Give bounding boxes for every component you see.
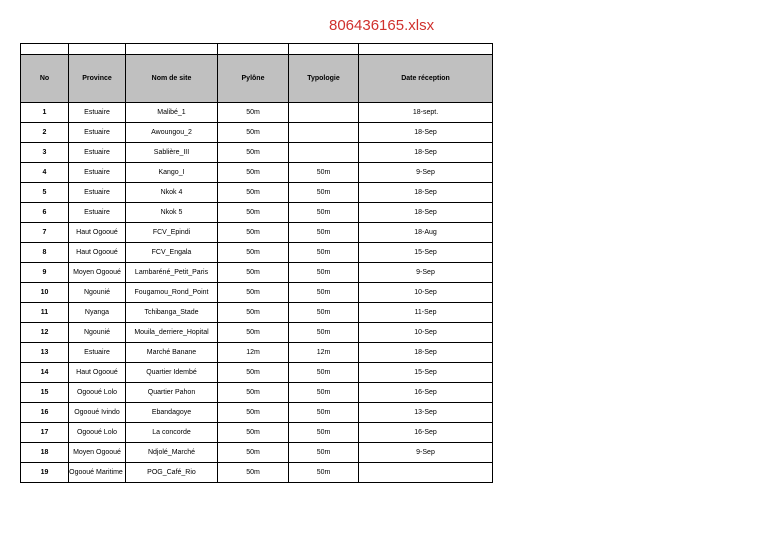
cell-pylone: 50m bbox=[218, 243, 289, 263]
cell-date: 15-Sep bbox=[359, 363, 493, 383]
cell-no: 12 bbox=[21, 323, 69, 343]
cell-no: 18 bbox=[21, 443, 69, 463]
cell-province: Nyanga bbox=[69, 303, 126, 323]
cell-typologie: 50m bbox=[289, 283, 359, 303]
cell-date: 15-Sep bbox=[359, 243, 493, 263]
cell-pylone: 50m bbox=[218, 263, 289, 283]
cell-province: Moyen Ogooué bbox=[69, 263, 126, 283]
cell-site: FCV_Epindi bbox=[126, 223, 218, 243]
cell-pylone: 12m bbox=[218, 343, 289, 363]
cell-site: Ndjolé_Marché bbox=[126, 443, 218, 463]
cell-no: 17 bbox=[21, 423, 69, 443]
cell-typologie: 50m bbox=[289, 163, 359, 183]
cell-no: 13 bbox=[21, 343, 69, 363]
cell-typologie bbox=[289, 103, 359, 123]
cell-typologie bbox=[289, 123, 359, 143]
table-row bbox=[21, 223, 493, 243]
cell-typologie: 50m bbox=[289, 303, 359, 323]
cell-typologie: 50m bbox=[289, 363, 359, 383]
cell-no: 10 bbox=[21, 283, 69, 303]
cell-typologie: 12m bbox=[289, 343, 359, 363]
column-header-no: No bbox=[21, 55, 69, 103]
cell-province: Estuaire bbox=[69, 163, 126, 183]
table-row bbox=[21, 143, 493, 163]
cell-site: Mouila_derriere_Hopital bbox=[126, 323, 218, 343]
cell-date: 11-Sep bbox=[359, 303, 493, 323]
cell-province: Estuaire bbox=[69, 343, 126, 363]
column-header-province: Province bbox=[69, 55, 126, 103]
cell-province: Haut Ogooué bbox=[69, 243, 126, 263]
cell-pylone: 50m bbox=[218, 203, 289, 223]
column-header-site: Nom de site bbox=[126, 55, 218, 103]
cell-no: 5 bbox=[21, 183, 69, 203]
cell-site: Malibé_1 bbox=[126, 103, 218, 123]
cell-pylone: 50m bbox=[218, 103, 289, 123]
cell-no: 14 bbox=[21, 363, 69, 383]
table-row bbox=[21, 243, 493, 263]
cell-pylone: 50m bbox=[218, 283, 289, 303]
cell-date: 18-Sep bbox=[359, 123, 493, 143]
cell-province: Haut Ogooué bbox=[69, 223, 126, 243]
cell-no: 2 bbox=[21, 123, 69, 143]
cell-site: Awoungou_2 bbox=[126, 123, 218, 143]
cell-date: 10-Sep bbox=[359, 283, 493, 303]
cell-date: 16-Sep bbox=[359, 383, 493, 403]
cell-no: 4 bbox=[21, 163, 69, 183]
table-row bbox=[21, 163, 493, 183]
cell-site: Quartier Idembé bbox=[126, 363, 218, 383]
table-row bbox=[21, 363, 493, 383]
cell-province: Ogooué Lolo bbox=[69, 423, 126, 443]
cell-province: Haut Ogooué bbox=[69, 363, 126, 383]
cell-province: Ogooué Maritime bbox=[69, 463, 126, 483]
column-header-date: Date réception bbox=[359, 55, 493, 103]
cell-province: Estuaire bbox=[69, 143, 126, 163]
cell-typologie: 50m bbox=[289, 443, 359, 463]
cell-site: Nkok 5 bbox=[126, 203, 218, 223]
table-row bbox=[21, 343, 493, 363]
table-row bbox=[21, 283, 493, 303]
cell-province: Ngounié bbox=[69, 283, 126, 303]
cell-site: Kango_I bbox=[126, 163, 218, 183]
table-row bbox=[21, 383, 493, 403]
cell-date: 18-sept. bbox=[359, 103, 493, 123]
cell-no: 15 bbox=[21, 383, 69, 403]
cell-site: Marché Banane bbox=[126, 343, 218, 363]
column-header-typologie: Typologie bbox=[289, 55, 359, 103]
cell-date: 18-Sep bbox=[359, 203, 493, 223]
table-row bbox=[21, 183, 493, 203]
cell-site: Ebandagoye bbox=[126, 403, 218, 423]
cell-no: 3 bbox=[21, 143, 69, 163]
table-row bbox=[21, 323, 493, 343]
cell-typologie: 50m bbox=[289, 203, 359, 223]
cell-pylone: 50m bbox=[218, 183, 289, 203]
cell-province: Estuaire bbox=[69, 183, 126, 203]
cell-date: 18-Sep bbox=[359, 183, 493, 203]
cell-pylone: 50m bbox=[218, 443, 289, 463]
cell-site: POG_Café_Rio bbox=[126, 463, 218, 483]
cell-date: 10-Sep bbox=[359, 323, 493, 343]
cell-typologie: 50m bbox=[289, 223, 359, 243]
table-row bbox=[21, 263, 493, 283]
cell-date: 9-Sep bbox=[359, 263, 493, 283]
cell-site: Sablière_III bbox=[126, 143, 218, 163]
cell-province: Estuaire bbox=[69, 203, 126, 223]
cell-no: 8 bbox=[21, 243, 69, 263]
cell-typologie: 50m bbox=[289, 263, 359, 283]
cell-pylone: 50m bbox=[218, 143, 289, 163]
table-row bbox=[21, 443, 493, 463]
cell-typologie: 50m bbox=[289, 403, 359, 423]
cell-site: Nkok 4 bbox=[126, 183, 218, 203]
header-row bbox=[21, 55, 493, 103]
empty-cell bbox=[21, 44, 69, 55]
cell-pylone: 50m bbox=[218, 363, 289, 383]
empty-cell bbox=[289, 44, 359, 55]
column-header-pylone: Pylône bbox=[218, 55, 289, 103]
cell-province: Estuaire bbox=[69, 123, 126, 143]
cell-no: 16 bbox=[21, 403, 69, 423]
cell-date: 9-Sep bbox=[359, 443, 493, 463]
cell-pylone: 50m bbox=[218, 163, 289, 183]
cell-pylone: 50m bbox=[218, 383, 289, 403]
cell-province: Ogooué Ivindo bbox=[69, 403, 126, 423]
cell-province: Moyen Ogooué bbox=[69, 443, 126, 463]
cell-no: 9 bbox=[21, 263, 69, 283]
file-title: 806436165.xlsx bbox=[329, 17, 435, 34]
cell-no: 11 bbox=[21, 303, 69, 323]
empty-cell bbox=[69, 44, 126, 55]
cell-date: 9-Sep bbox=[359, 163, 493, 183]
cell-date: 13-Sep bbox=[359, 403, 493, 423]
cell-typologie: 50m bbox=[289, 463, 359, 483]
cell-typologie: 50m bbox=[289, 183, 359, 203]
table-row bbox=[21, 203, 493, 223]
cell-no: 1 bbox=[21, 103, 69, 123]
cell-pylone: 50m bbox=[218, 463, 289, 483]
site-table bbox=[20, 43, 493, 483]
cell-pylone: 50m bbox=[218, 123, 289, 143]
cell-pylone: 50m bbox=[218, 423, 289, 443]
cell-typologie: 50m bbox=[289, 383, 359, 403]
cell-date bbox=[359, 463, 493, 483]
cell-typologie: 50m bbox=[289, 323, 359, 343]
cell-province: Ngounié bbox=[69, 323, 126, 343]
cell-site: Tchibanga_Stade bbox=[126, 303, 218, 323]
table-row bbox=[21, 103, 493, 123]
table-row bbox=[21, 123, 493, 143]
table-row bbox=[21, 423, 493, 443]
cell-date: 18-Sep bbox=[359, 143, 493, 163]
cell-typologie: 50m bbox=[289, 243, 359, 263]
table-row bbox=[21, 403, 493, 423]
cell-pylone: 50m bbox=[218, 323, 289, 343]
table-row bbox=[21, 463, 493, 483]
cell-typologie: 50m bbox=[289, 423, 359, 443]
cell-site: Lambaréné_Petit_Paris bbox=[126, 263, 218, 283]
cell-site: FCV_Engala bbox=[126, 243, 218, 263]
cell-no: 6 bbox=[21, 203, 69, 223]
spacer-row bbox=[21, 44, 493, 55]
empty-cell bbox=[126, 44, 218, 55]
cell-date: 16-Sep bbox=[359, 423, 493, 443]
cell-site: La concorde bbox=[126, 423, 218, 443]
cell-no: 19 bbox=[21, 463, 69, 483]
cell-date: 18-Sep bbox=[359, 343, 493, 363]
empty-cell bbox=[218, 44, 289, 55]
cell-typologie bbox=[289, 143, 359, 163]
table-row bbox=[21, 303, 493, 323]
cell-no: 7 bbox=[21, 223, 69, 243]
cell-province: Ogooué Lolo bbox=[69, 383, 126, 403]
cell-site: Quartier Pahon bbox=[126, 383, 218, 403]
cell-province: Estuaire bbox=[69, 103, 126, 123]
cell-date: 18-Aug bbox=[359, 223, 493, 243]
cell-pylone: 50m bbox=[218, 223, 289, 243]
cell-site: Fougamou_Rond_Point bbox=[126, 283, 218, 303]
cell-pylone: 50m bbox=[218, 303, 289, 323]
cell-pylone: 50m bbox=[218, 403, 289, 423]
empty-cell bbox=[359, 44, 493, 55]
